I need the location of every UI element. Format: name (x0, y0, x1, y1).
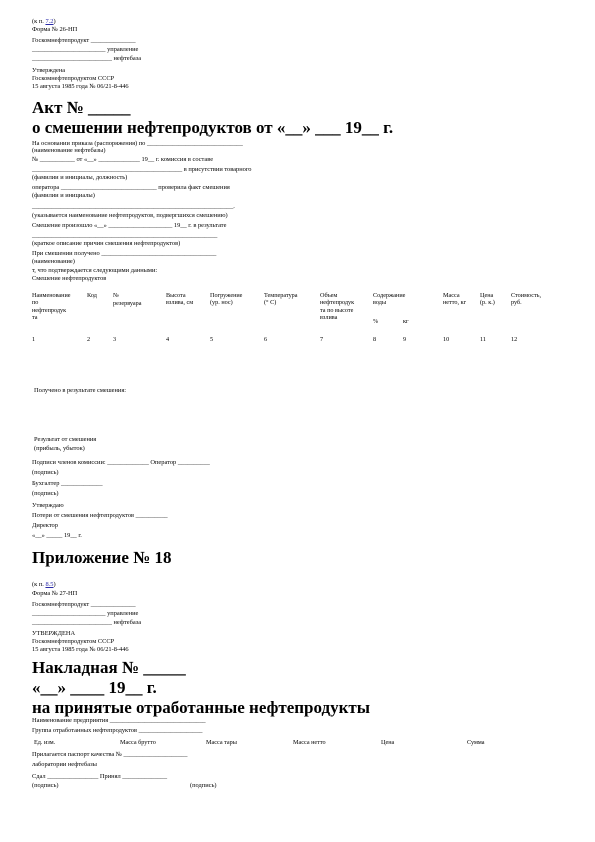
column-unit: Ед. изм. (34, 739, 56, 746)
appendix-title: Приложение № 18 (32, 548, 172, 567)
approval-date: 15 августа 1985 года № 06/21-8-446 (32, 83, 129, 90)
column-number: 10 (443, 336, 450, 343)
form-reference (32, 18, 56, 25)
signature-hint-right: (подпись) (190, 782, 217, 789)
waybill-date: «__» ____ 19__ г. (32, 678, 157, 697)
column-gross-mass: Масса брутто (120, 739, 156, 746)
act-line: (краткое описание причин смешения нефтепродуктов) (32, 240, 181, 247)
table-header-cost (511, 292, 541, 307)
header-text: взлива (320, 314, 338, 322)
header-text: воды (373, 299, 387, 307)
signature-hint: (подпись) (32, 490, 59, 497)
column-number: 12 (511, 336, 518, 343)
header-text: (° С) (264, 299, 277, 307)
header-text: та по высоте (320, 306, 354, 314)
accountant-signature: Бухгалтер _____________ (32, 480, 103, 487)
act-line: На основании приказа (распоряжения) по ______________________________ (32, 140, 243, 147)
ministry-line: Госкомнефтепродукт ______________ (32, 37, 136, 44)
table-header-immersion (210, 292, 242, 307)
column-number: 5 (210, 336, 214, 343)
column-number: 9 (403, 336, 407, 343)
column-number: 2 (87, 336, 91, 343)
table-header-price (480, 292, 495, 307)
waybill-subtitle: на принятые отработанные нефтепродукты (32, 698, 371, 717)
header-text: руб. (511, 299, 522, 307)
oil-group-line: Группа отработанных нефтепродуктов ____________________ (32, 727, 203, 734)
form-reference (32, 581, 56, 588)
act-line: № ___________ от «__» _____________ 19__ г. комиссия в составе (32, 156, 214, 163)
approve-label: Утверждаю (32, 502, 64, 509)
column-sum: Сумма (467, 739, 485, 746)
table-header-code: Код (87, 292, 97, 299)
act-subtitle: о смешении нефтепродуктов от «__» ___ 19__ г. (32, 118, 394, 137)
reference-link[interactable]: 8.5 (45, 581, 54, 588)
department-line: _______________________ управление (32, 610, 139, 617)
oil-depot-line: _________________________ нефтебаза (32, 55, 142, 62)
act-line: Смешение произошло «__» ____________________ 19__ г. в результате (32, 222, 227, 229)
column-number: 4 (166, 336, 170, 343)
header-text: Содержание (373, 292, 406, 299)
act-title: Акт № _____ (32, 98, 131, 117)
column-number: 1 (32, 336, 36, 343)
quality-passport: Прилагается паспорт качества № ____________________ (32, 751, 188, 758)
oil-depot-line: _________________________ нефтебаза (32, 619, 142, 626)
header-text: Погружение (210, 292, 243, 299)
header-text: по (32, 299, 39, 307)
table-header-tank (113, 292, 142, 308)
laboratory-line: лаборатории нефтебазы (32, 761, 97, 768)
table-header-height (166, 292, 193, 307)
approving-org: Госкомнефтепродуктом СССР (32, 638, 115, 645)
table-header-water-percent: % (373, 318, 379, 325)
reference-suffix: ) (53, 581, 56, 588)
act-line: (наименование) (32, 258, 75, 265)
column-number: 6 (264, 336, 268, 343)
act-line: (указывается наименование нефтепродуктов, подвергшихся смешению) (32, 212, 228, 219)
table-header-net-mass (443, 292, 466, 307)
header-text: Высота (166, 292, 186, 299)
column-number: 7 (320, 336, 324, 343)
department-line: _______________________ управление (32, 46, 139, 53)
signature-hint-left: (подпись) (32, 782, 59, 789)
reference-link[interactable]: 7.2 (45, 18, 54, 25)
mixing-losses: Потери от смешения нефтепродуктов __________ (32, 512, 168, 519)
table-header-water-kg: кг (403, 318, 409, 325)
header-text: Масса (443, 292, 460, 299)
table-header-temperature (264, 292, 298, 307)
header-text: Температура (264, 292, 298, 299)
director-label: Директор (32, 522, 58, 529)
approval-date: 15 августа 1985 года № 06/21-8-446 (32, 646, 129, 653)
act-line: (наименование нефтебазы) (32, 147, 106, 154)
ministry-line: Госкомнефтепродукт ______________ (32, 601, 136, 608)
reference-suffix: ) (53, 18, 56, 25)
act-line: При смешении получено ____________________________________ (32, 250, 217, 257)
header-text: Наименование (32, 292, 71, 299)
approving-org: Госкомнефтепродуктом СССР (32, 75, 115, 82)
column-number: 8 (373, 336, 377, 343)
column-net-mass: Масса нетто (293, 739, 326, 746)
act-line: (фамилии и инициалы) (32, 192, 95, 199)
handover-line: Сдал ________________ Принял ______________ (32, 773, 168, 780)
received-label: Получено в результате смешения: (34, 387, 127, 394)
director-date: «__» _____ 19__ г. (32, 532, 82, 539)
act-line: _______________________________________________________________. (32, 203, 235, 210)
reference-prefix: (к п. (32, 581, 46, 588)
result-hint: (прибыль, убыток) (34, 445, 85, 452)
approved-label: Утверждена (32, 67, 66, 74)
act-line: т, что подтверждается следующими данными: (32, 267, 158, 274)
header-text: нефтепродук (320, 299, 355, 307)
header-text: нетто, кг (443, 299, 467, 307)
column-tare-mass: Масса тары (206, 739, 237, 746)
act-line: оператора ______________________________ проверила факт смешения (32, 184, 230, 191)
table-header-volume (320, 292, 354, 322)
approved-label: УТВЕРЖДЕНА (32, 630, 76, 637)
header-text: та (32, 314, 38, 322)
header-text: № (113, 292, 119, 299)
header-text: Цена (480, 292, 494, 299)
act-line: Смешение нефтепродуктов (32, 275, 107, 282)
header-text: Объем (320, 292, 338, 299)
table-header-water (373, 292, 405, 307)
act-line: __________________________________________________________ (32, 232, 218, 239)
reference-prefix: (к п. (32, 18, 46, 25)
column-number: 11 (480, 336, 486, 343)
enterprise-line: Наименование предприятия ______________________________ (32, 717, 206, 724)
form-number: Форма № 27-НП (32, 590, 78, 597)
header-text: (ур. нос) (210, 299, 233, 307)
act-line: (фамилии и инициалы, должность) (32, 174, 128, 181)
table-header-name (32, 292, 71, 322)
header-text: Стоимость, (511, 292, 542, 299)
header-text: нефтепродук (32, 306, 67, 314)
signature-hint: (подпись) (32, 469, 59, 476)
waybill-title: Накладная № _____ (32, 658, 186, 677)
column-number: 3 (113, 336, 117, 343)
header-text: (р. к.) (480, 299, 495, 307)
header-text: взлива, см (166, 299, 194, 307)
commission-signatures: Подписи членов комиссии: _____________ Оператор __________ (32, 459, 210, 466)
form-number: Форма № 26-НП (32, 26, 78, 33)
result-label: Результат от смешения (34, 436, 97, 443)
header-text: резервуара (113, 300, 142, 308)
column-price: Цена (381, 739, 395, 746)
act-line: _______________________________________________ в присутствии товарного (32, 166, 252, 173)
